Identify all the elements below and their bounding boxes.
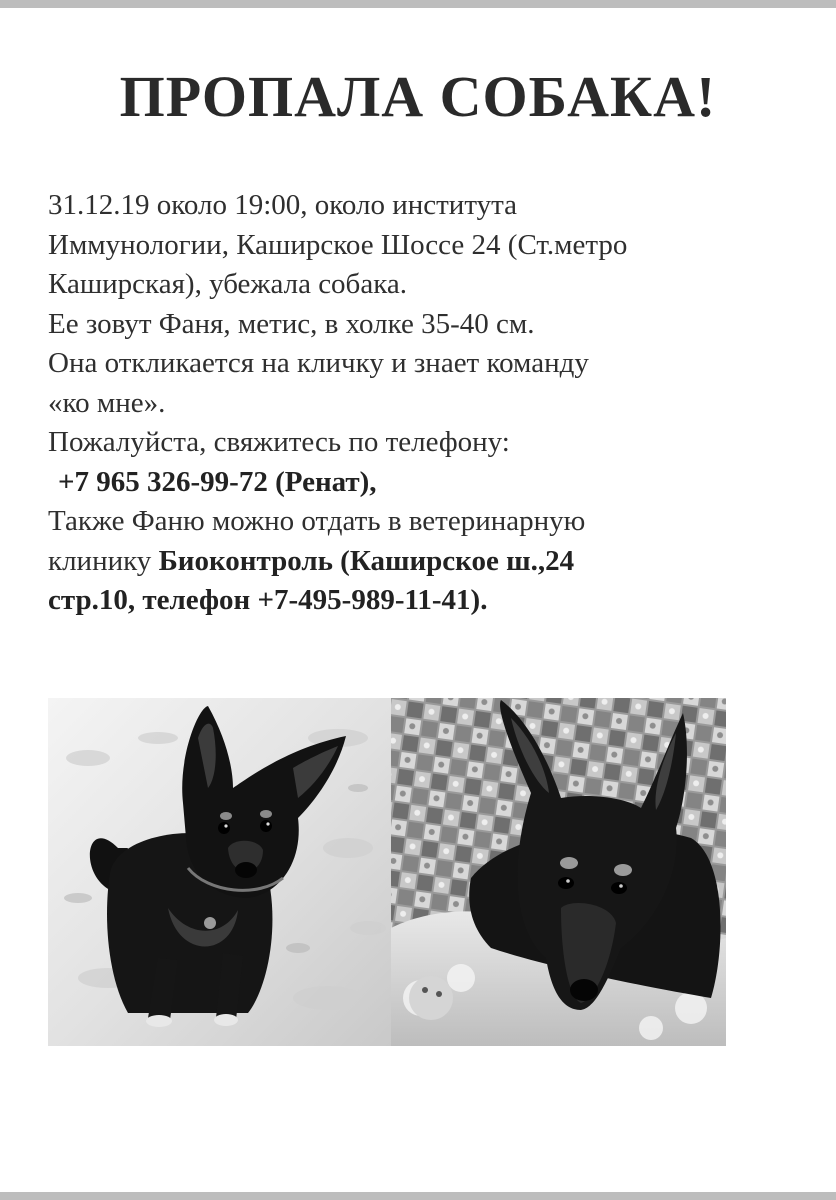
- contact-phone: +7 965 326-99-72 (Ренат),: [58, 465, 377, 498]
- body-line: Иммунологии, Каширское Шоссе 24 (Ст.метро: [48, 228, 628, 261]
- clinic-line: клинику Биоконтроль (Каширское ш.,24: [48, 544, 575, 577]
- body-line: Также Фаню можно отдать в ветеринарную: [48, 505, 586, 537]
- poster-body: [48, 186, 808, 621]
- body-line: Она откликается на кличку и знает команду: [48, 347, 589, 379]
- page-bottom-edge: [0, 1192, 836, 1200]
- body-line: Ее зовут Фаня, метис, в холке 35-40 см.: [48, 307, 535, 340]
- body-line: Пожалуйста, свяжитесь по телефону:: [48, 426, 510, 458]
- page-top-edge: [0, 0, 836, 8]
- body-line: «ко мне».: [48, 386, 166, 419]
- body-line: 31.12.19 около 19:00, около института: [48, 189, 518, 221]
- dog-photos: [48, 698, 726, 1046]
- body-line: Каширская), убежала собака.: [48, 268, 407, 300]
- poster-title: ПРОПАЛА СОБАКА!: [119, 64, 717, 129]
- dog-on-blanket-photo: [391, 698, 726, 1046]
- clinic-phone: стр.10, телефон +7-495-989-11-41).: [48, 584, 488, 616]
- dog-in-snow-photo: [48, 698, 391, 1046]
